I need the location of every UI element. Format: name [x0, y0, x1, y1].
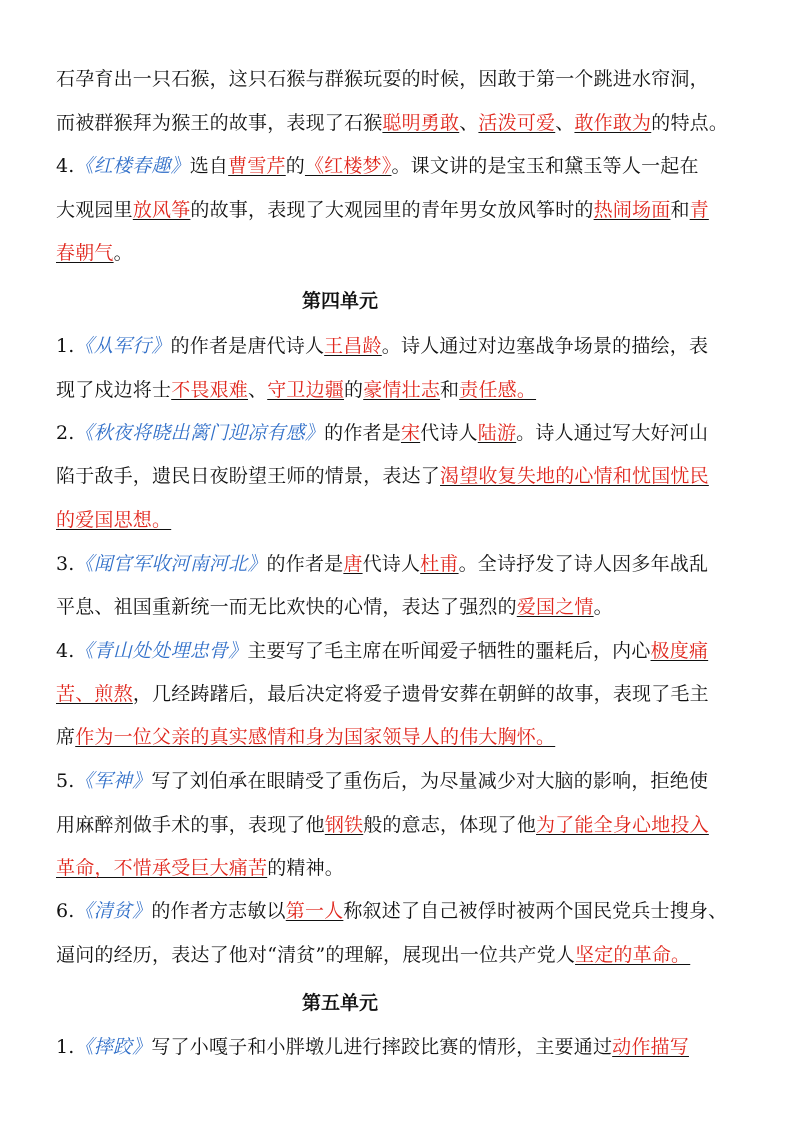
body-text: 的故事，表现了大观园里的青年男女放风筝时的: [190, 199, 594, 221]
answer-highlight: 为了能全身心地投入: [536, 814, 709, 836]
answer-highlight: 活泼可爱: [478, 112, 556, 134]
lesson-title: 《青山处处埋忠骨》: [74, 640, 248, 662]
answer-highlight: 坚定的革命。: [575, 944, 691, 966]
body-text: 大观园里: [56, 199, 133, 221]
lesson-title: 《秋夜将晓出篱门迎凉有感》: [74, 422, 325, 444]
text-line: [56, 420, 746, 446]
body-text: 般的意志，体现了他: [363, 814, 537, 836]
body-text: 、: [555, 112, 575, 134]
body-text: 的: [344, 379, 364, 401]
body-text: 的作者是: [324, 422, 401, 444]
lesson-title: 《红楼春趣》: [74, 155, 190, 177]
answer-highlight: 动作描写: [612, 1036, 689, 1058]
answer-highlight: 聪明勇敢: [382, 112, 460, 134]
body-text: 。: [593, 596, 613, 618]
body-text: 现了戍边将士: [56, 379, 172, 401]
answer-highlight: 责任感。: [459, 379, 537, 401]
body-text: 的作者是: [266, 553, 344, 575]
body-text: 的特点。: [651, 112, 729, 134]
text-line: [56, 812, 746, 838]
lesson-title: 《军神》: [74, 770, 152, 792]
body-text: 1.: [56, 1036, 75, 1058]
body-text: 选自: [189, 155, 229, 177]
body-text: 3.: [56, 553, 75, 575]
answer-highlight: 作为一位父亲的真实感情和身为国家领导人的伟大胸怀。: [75, 726, 556, 748]
answer-highlight: 的爱国思想。: [56, 509, 172, 531]
body-text: 和: [440, 379, 460, 401]
answer-highlight: 豪情壮志: [363, 379, 441, 401]
text-line: [56, 66, 746, 92]
answer-highlight: 春朝气: [56, 242, 114, 264]
body-text: 。全诗抒发了诗人因多年战乱: [458, 553, 709, 575]
body-text: 石孕育出一只石猴，这只石猴与群猴玩耍的时候，因敢于第一个跳进水帘洞，: [56, 68, 709, 90]
body-text: 的精神。: [267, 857, 345, 879]
text-line: [56, 240, 746, 266]
answer-highlight: 王昌龄: [324, 335, 382, 357]
lesson-title: 《摔跤》: [74, 1036, 152, 1058]
body-text: 的作者是唐代诗人: [170, 335, 325, 357]
body-text: 2.: [56, 422, 75, 444]
body-text: 称叙述了自己被俘时被两个国民党兵士搜身、: [343, 900, 728, 922]
body-text: 逼问的经历，表达了他对“清贫”的理解，展现出一位共产党人: [56, 944, 576, 966]
text-line: [56, 942, 746, 968]
body-text: 。课文讲的是宝玉和黛玉等人一起在: [391, 155, 699, 177]
text-line: [56, 551, 746, 577]
answer-highlight: 《红楼梦》: [304, 155, 392, 177]
lesson-title: 《闻官军收河南河北》: [74, 553, 267, 575]
body-text: 4.: [56, 640, 75, 662]
answer-highlight: 宋: [400, 422, 421, 444]
text-line: [56, 377, 746, 403]
lesson-title: 《清贫》: [74, 900, 152, 922]
body-text: 、: [459, 112, 479, 134]
answer-highlight: 苦、煎熬: [56, 683, 133, 705]
answer-highlight: 热闹场面: [593, 199, 671, 221]
body-text: 代诗人: [362, 553, 421, 575]
body-text: 4.: [56, 155, 75, 177]
text-line: [56, 507, 746, 533]
body-text: 、: [248, 379, 268, 401]
answer-highlight: 青: [689, 199, 709, 221]
body-text: 1.: [56, 335, 75, 357]
answer-highlight: 第一人: [285, 900, 344, 922]
body-text: 。诗人通过对边塞战争场景的描绘，表: [381, 335, 709, 357]
answer-highlight: 渴望收复失地的心情和忧国忧民: [440, 465, 709, 487]
lesson-title: 《从军行》: [74, 335, 171, 357]
body-text: 陷于敌手，遗民日夜盼望王师的情景，表达了: [56, 465, 441, 487]
answer-highlight: 杜甫: [420, 553, 459, 575]
answer-highlight: 钢铁: [324, 814, 364, 836]
unit-heading: 第四单元: [301, 290, 378, 312]
body-text: 写了小嘎子和小胖墩儿进行摔跤比赛的情形，主要通过: [151, 1036, 613, 1058]
answer-highlight: 不畏艰难: [171, 379, 249, 401]
answer-highlight: 极度痛: [650, 640, 709, 662]
text-line: [56, 333, 746, 359]
answer-highlight: 守卫边疆: [267, 379, 345, 401]
body-text: 而被群猴拜为猴王的故事，表现了石猴: [56, 112, 383, 134]
answer-highlight: 唐: [343, 553, 363, 575]
body-text: 和: [670, 199, 690, 221]
text-line: [56, 898, 746, 924]
body-text: 。: [113, 242, 133, 264]
body-text: 主要写了毛主席在听闻爱子牺牲的噩耗后，内心: [247, 640, 651, 662]
answer-highlight: 敢作敢为: [574, 112, 652, 134]
text-line: [56, 594, 746, 620]
unit-heading: 第五单元: [301, 992, 378, 1014]
body-text: 席: [56, 726, 76, 748]
body-text: 6.: [56, 900, 75, 922]
answer-highlight: 爱国之情: [516, 596, 594, 618]
answer-highlight: 陆游: [477, 422, 517, 444]
body-text: ，几经踌躇后，最后决定将爱子遗骨安葬在朝鲜的故事，表现了毛主: [132, 683, 709, 705]
text-line: [56, 463, 746, 489]
text-line: [56, 153, 746, 179]
answer-highlight: 放风筝: [132, 199, 191, 221]
body-text: 代诗人: [420, 422, 478, 444]
body-text: 的作者方志敏以: [151, 900, 286, 922]
text-line: [56, 724, 746, 750]
text-line: [56, 681, 746, 707]
body-text: 用麻醉剂做手术的事，表现了他: [56, 814, 325, 836]
text-line: [56, 768, 746, 794]
text-line: [56, 1034, 746, 1060]
text-line: [56, 197, 746, 223]
body-text: 5.: [56, 770, 75, 792]
answer-highlight: 革命，不惜承受巨大痛苦: [56, 857, 268, 879]
body-text: 的: [285, 155, 305, 177]
body-text: 写了刘伯承在眼睛受了重伤后，为尽量减少对大脑的影响，拒绝使: [151, 770, 709, 792]
answer-highlight: 曹雪芹: [228, 155, 286, 177]
body-text: 。诗人通过写大好河山: [516, 422, 709, 444]
text-line: [56, 110, 746, 136]
text-line: [56, 638, 746, 664]
body-text: 平息、祖国重新统一而无比欢快的心情，表达了强烈的: [56, 596, 517, 618]
text-line: [56, 855, 746, 881]
